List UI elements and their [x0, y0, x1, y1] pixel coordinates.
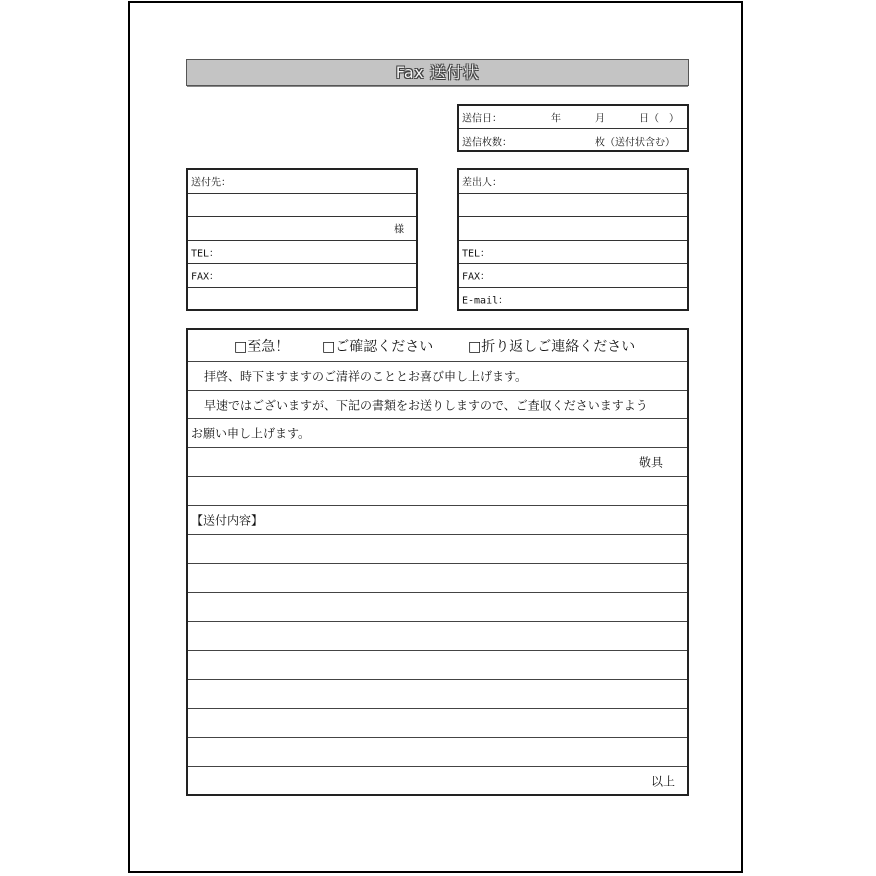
body-line-1: [188, 362, 687, 391]
sender-email-label: E-mail：: [462, 295, 509, 307]
content-line[interactable]: [188, 709, 687, 738]
sender-email-row[interactable]: [459, 288, 687, 312]
urgent-checkbox[interactable]: □至急！: [234, 338, 290, 355]
message-box: [186, 328, 689, 796]
recipient-box: [186, 168, 418, 311]
body-line-6: [188, 506, 687, 535]
request-text-1: 早速ではございますが、下記の書類をお送りしますので、ご査収くださいますよう: [204, 398, 648, 412]
please-confirm-checkbox[interactable]: □ご確認ください: [322, 338, 434, 355]
send-pages-suffix: 枚（送付状含む）: [595, 137, 675, 148]
recipient-tel-row[interactable]: [188, 241, 416, 265]
day-label: 日（ ）: [639, 113, 679, 125]
send-date-label: 送信日：: [462, 113, 502, 125]
end-line: [188, 767, 687, 795]
sender-fax-row[interactable]: [459, 264, 687, 288]
month-label: 月: [595, 113, 605, 125]
content-line[interactable]: [188, 593, 687, 622]
sender-name-row[interactable]: [459, 217, 687, 241]
content-line[interactable]: [188, 680, 687, 709]
recipient-extra-row[interactable]: [188, 288, 416, 312]
recipient-fax-label: FAX：: [191, 271, 220, 283]
end-text: 以上: [650, 774, 675, 789]
body-line-3: [188, 419, 687, 448]
content-line[interactable]: [188, 535, 687, 564]
recipient-header: 送付先：: [191, 177, 231, 189]
recipient-company-row[interactable]: [188, 194, 416, 218]
sender-company-row[interactable]: [459, 194, 687, 218]
year-label: 年: [551, 113, 561, 125]
greeting-text: 拝啓、時下ますますのご清祥のこととお喜び申し上げます。: [204, 369, 528, 384]
request-text-2: お願い申し上げます。: [191, 426, 311, 441]
sender-header-row: [459, 170, 687, 194]
title-text: Fax 送付状: [395, 63, 480, 82]
sender-tel-label: TEL：: [462, 248, 491, 260]
content-line[interactable]: [188, 622, 687, 651]
contents-header: 【送付内容】: [191, 513, 264, 528]
send-pages-label: 送信枚数：: [462, 137, 512, 148]
checkbox-row: [188, 330, 687, 362]
sender-header: 差出人：: [462, 177, 502, 189]
closing-text: 敬具: [638, 455, 663, 470]
recipient-header-row: [188, 170, 416, 194]
content-line[interactable]: [188, 651, 687, 680]
sender-tel-row[interactable]: [459, 241, 687, 265]
sender-box: [457, 168, 689, 311]
send-info-box: [457, 104, 689, 152]
body-line-2: [188, 391, 687, 419]
please-reply-checkbox[interactable]: □折り返しご連絡ください: [468, 338, 636, 355]
document-title: [186, 59, 689, 86]
sender-fax-label: FAX：: [462, 271, 491, 283]
honorific-label: 様: [394, 224, 404, 236]
body-line-5[interactable]: [188, 477, 687, 506]
content-line[interactable]: [188, 564, 687, 593]
recipient-name-row[interactable]: [188, 217, 416, 241]
recipient-tel-label: TEL：: [191, 248, 220, 260]
send-pages-row: [459, 129, 687, 152]
send-date-row: [459, 106, 687, 129]
recipient-fax-row[interactable]: [188, 264, 416, 288]
body-line-4: [188, 448, 687, 477]
content-line[interactable]: [188, 738, 687, 767]
